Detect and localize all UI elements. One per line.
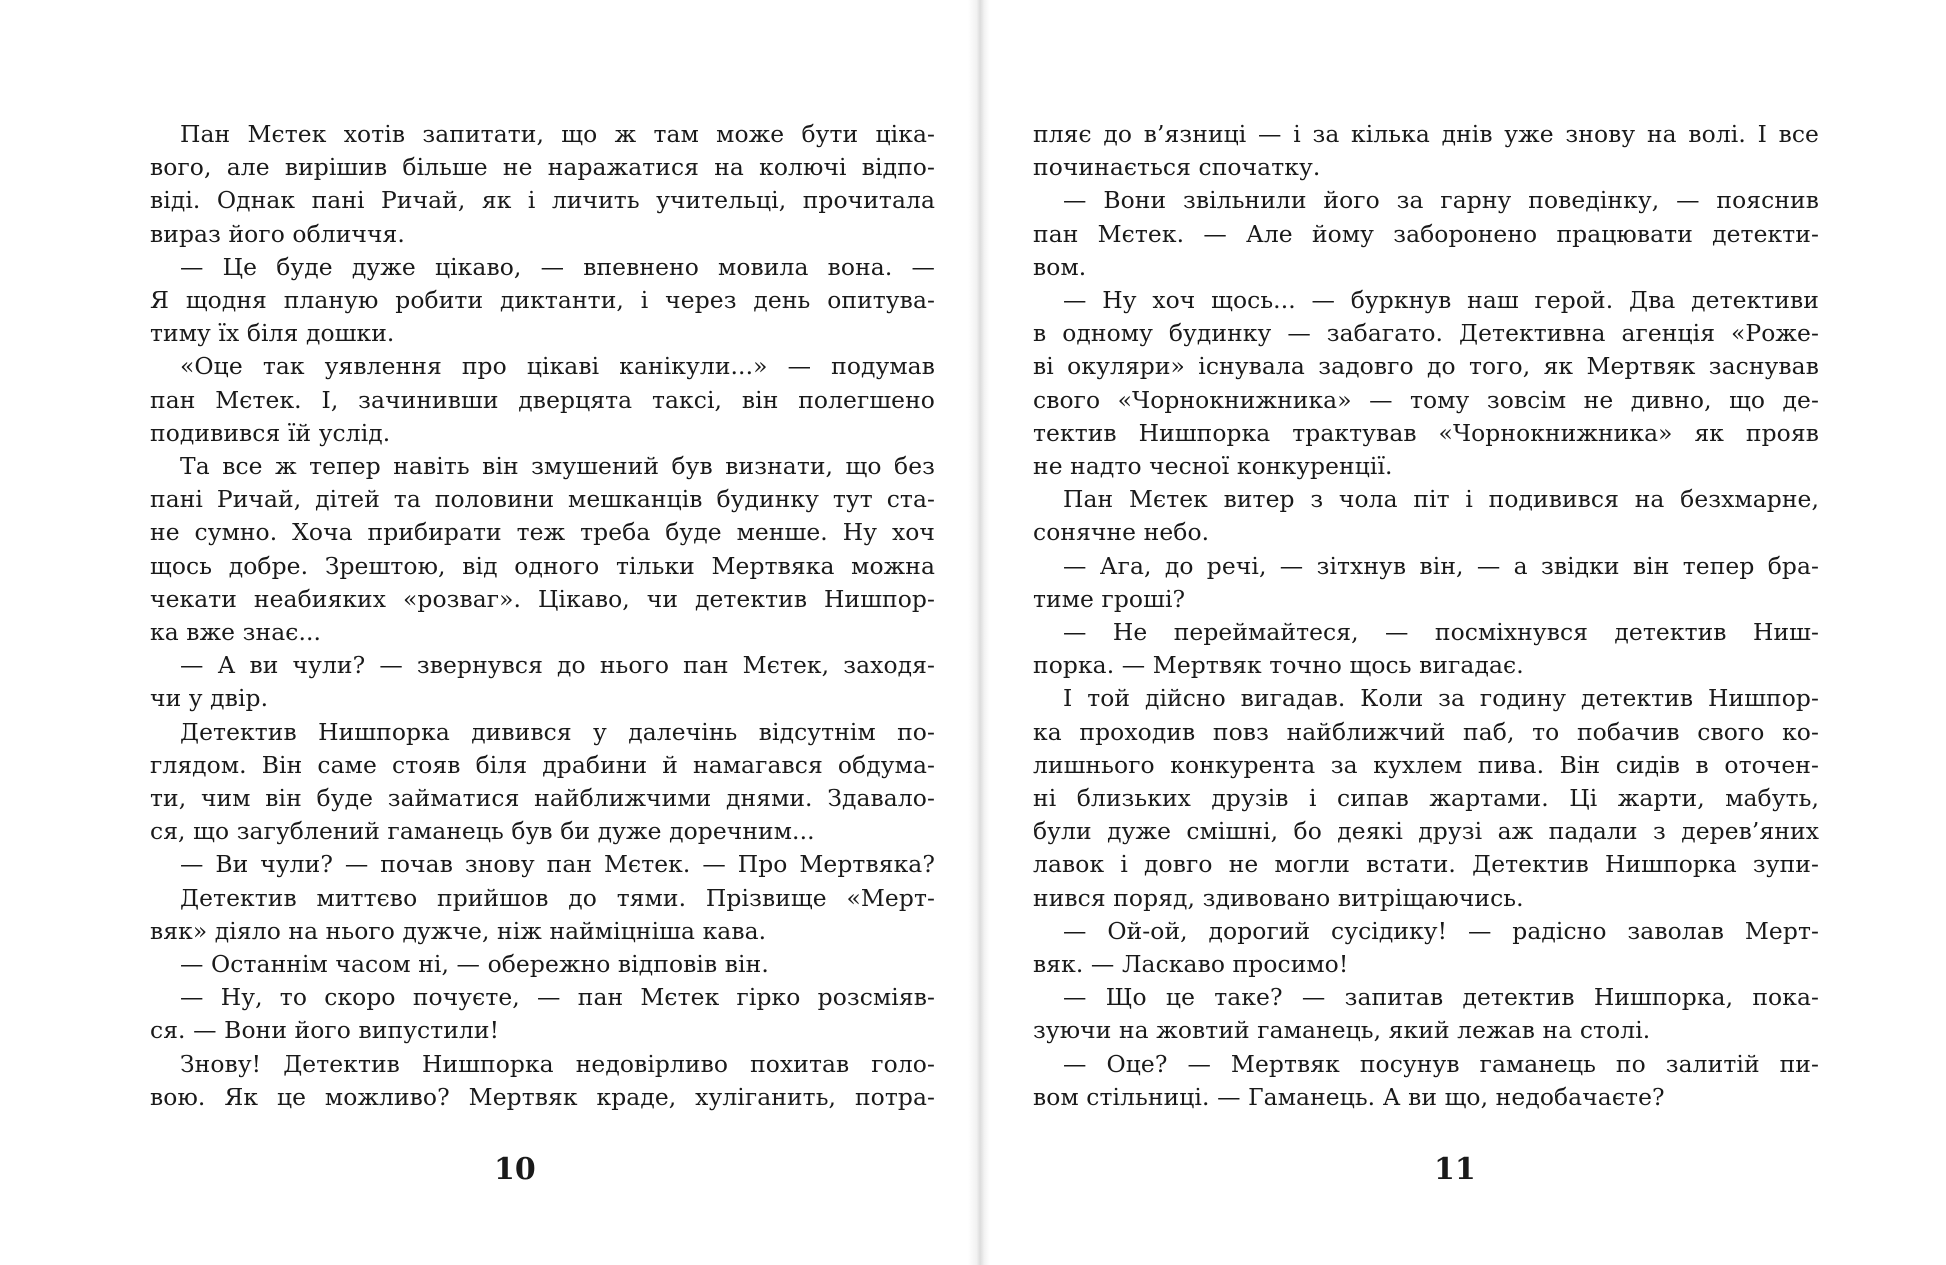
text-line: «Оце так уявлення про цікаві канікули...» — подумав xyxy=(180,352,935,381)
text-line: — А ви чули? — звернувся до нього пан Мєтек, заходя- xyxy=(180,651,935,680)
text-line: пан Мєтек. І, зачинивши дверцята таксі, він полегшено xyxy=(150,385,935,414)
text-line: тиме гроші? xyxy=(1033,584,1186,613)
text-line: не надто чесної конкуренції. xyxy=(1033,452,1393,481)
text-line: віді. Однак пані Ричай, як і личить учительці, прочитала xyxy=(150,186,935,215)
text-line: глядом. Він саме стояв біля драбини й намагався обдума- xyxy=(150,750,935,779)
text-line: вого, але вирішив більше не наражатися на колючі відпо- xyxy=(150,153,935,182)
text-line: зуючи на жовтий гаманець, який лежав на столі. xyxy=(1033,1016,1651,1045)
text-line: ка вже знає... xyxy=(150,618,322,647)
text-line: — Це буде дуже цікаво, — впевнено мовила вона. — xyxy=(180,252,935,281)
text-line: — Не переймайтеся, — посміхнувся детектив Ниш- xyxy=(1063,618,1819,647)
text-line: ся. — Вони його випустили! xyxy=(150,1016,500,1045)
text-line: — Ой-ой, дорогий сусідику! — радісно заволав Мерт- xyxy=(1063,916,1819,945)
text-line: вом стільниці. — Гаманець. А ви що, недобачаєте? xyxy=(1033,1082,1665,1111)
text-line: свого «Чорнокнижника» — тому зовсім не дивно, що де- xyxy=(1033,385,1819,414)
text-line: подивився їй услід. xyxy=(150,418,391,447)
text-line: — Ви чули? — почав знову пан Мєтек. — Про Мертвяка? xyxy=(180,850,935,879)
text-line: ка проходив повз найближчий паб, то побачив свого ко- xyxy=(1033,717,1819,746)
text-line: Пан Мєтек хотів запитати, що ж там може бути ціка- xyxy=(180,120,935,148)
text-line: в одному будинку — забагато. Детективна агенція «Роже- xyxy=(1033,319,1819,348)
text-line: Детектив миттєво прийшов до тями. Прізвище «Мерт- xyxy=(180,883,935,912)
text-line: чекати неабияких «розваг». Цікаво, чи детектив Нишпор- xyxy=(150,584,935,613)
text-line: Пан Мєтек витер з чола піт і подивився на безхмарне, xyxy=(1063,485,1819,514)
text-line: ві окуляри» існувала задовго до того, як Мертвяк заснував xyxy=(1033,352,1819,381)
text-line: лавок і довго не могли встати. Детектив Нишпорка зупи- xyxy=(1033,850,1819,879)
text-line: — Ага, до речі, — зітхнув він, — а звідки він тепер бра- xyxy=(1063,551,1819,580)
text-line: починається спочатку. xyxy=(1033,153,1321,182)
text-line: — Останнім часом ні, — обережно відповів він. xyxy=(180,950,769,979)
text-line: — Оце? — Мертвяк посунув гаманець по залитій пи- xyxy=(1063,1049,1819,1078)
text-line: вяк. — Ласкаво просимо! xyxy=(1033,950,1349,979)
text-line: Знову! Детектив Нишпорка недовірливо похитав голо- xyxy=(180,1049,935,1078)
text-line: пані Ричай, дітей та половини мешканців будинку тут ста- xyxy=(150,485,935,514)
text-line: пляє до в’язниці — і за кілька днів уже знову на волі. І все xyxy=(1033,120,1819,148)
text-line: тиму їх біля дошки. xyxy=(150,319,395,348)
text-line: Детектив Нишпорка дивився у далечінь відсутнім по- xyxy=(180,717,935,746)
text-line: ся, що загублений гаманець був би дуже доречним... xyxy=(150,817,815,846)
text-line: — Що це таке? — запитав детектив Нишпорка, пока- xyxy=(1063,983,1819,1012)
text-line: І той дійсно вигадав. Коли за годину детектив Нишпор- xyxy=(1063,684,1819,713)
text-line: — Ну хоч щось... — буркнув наш герой. Два детективи xyxy=(1063,286,1819,315)
right-page-text xyxy=(1033,118,1819,1114)
text-line: вяк» діяло на нього дужче, ніж найміцніша кава. xyxy=(150,916,767,945)
left-page-number: 10 xyxy=(494,1152,536,1187)
text-line: чи у двір. xyxy=(150,684,269,713)
text-line: тектив Нишпорка трактував «Чорнокнижника» як прояв xyxy=(1033,418,1819,447)
text-line: не сумно. Хоча прибирати теж треба буде менше. Ну хоч xyxy=(150,518,935,547)
text-line: вою. Як це можливо? Мертвяк краде, хуліганить, потра- xyxy=(150,1082,935,1111)
text-line: — Вони звільнили його за гарну поведінку, — пояснив xyxy=(1063,186,1819,215)
left-page-text xyxy=(150,118,935,1114)
right-page xyxy=(978,0,1946,1265)
text-line: порка. — Мертвяк точно щось вигадає. xyxy=(1033,651,1524,680)
text-line: були дуже смішні, бо деякі друзі аж падали з дерев’яних xyxy=(1033,817,1819,846)
text-line: щось добре. Зрештою, від одного тільки Мертвяка можна xyxy=(150,551,935,580)
text-line: вом. xyxy=(1033,252,1087,281)
text-line: ти, чим він буде займатися найближчими днями. Здавало- xyxy=(150,784,935,813)
right-page-number: 11 xyxy=(1434,1152,1476,1187)
text-line: нився поряд, здивовано витріщаючись. xyxy=(1033,883,1524,912)
text-line: Я щодня планую робити диктанти, і через день опитува- xyxy=(150,286,935,315)
text-line: — Ну, то скоро почуєте, — пан Мєтек гірко розсміяв- xyxy=(180,983,935,1012)
text-line: лишнього конкурента за кухлем пива. Він сидів в оточен- xyxy=(1033,750,1819,779)
text-line: сонячне небо. xyxy=(1033,518,1210,547)
text-line: вираз його обличчя. xyxy=(150,219,405,248)
text-line: ні близьких друзів і сипав жартами. Ці жарти, мабуть, xyxy=(1033,784,1819,813)
text-line: Та все ж тепер навіть він змушений був визнати, що без xyxy=(180,452,935,481)
text-line: пан Мєтек. — Але йому заборонено працювати детекти- xyxy=(1033,219,1819,248)
